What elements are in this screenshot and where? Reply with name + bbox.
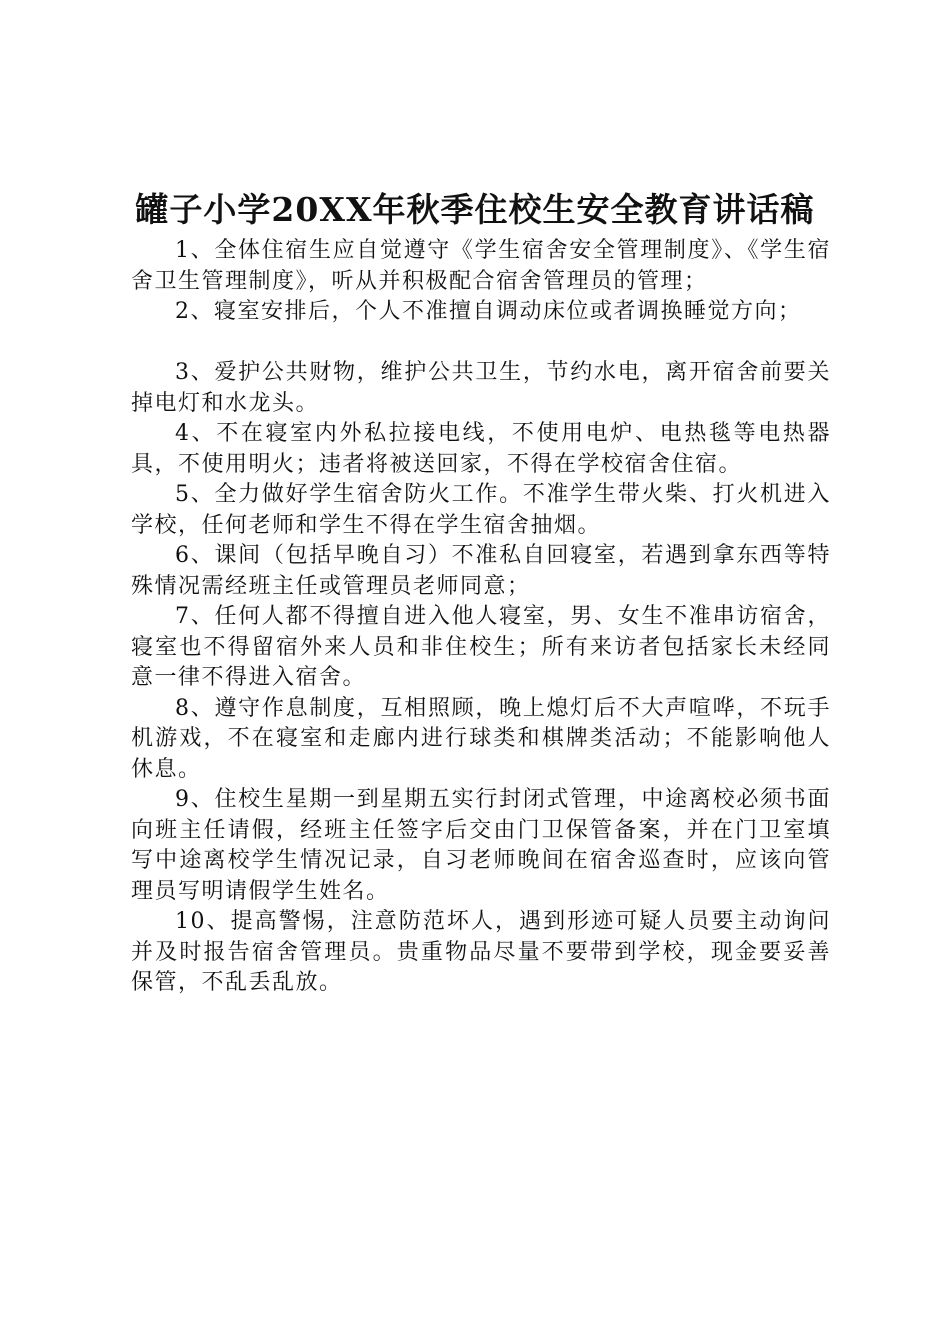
paragraph-10: 10、提高警惕，注意防范坏人，遇到形迹可疑人员要主动询问并及时报告宿舍管理员。贵重物品尽量不要带到学校，现金要妥善保管，不乱丢乱放。 [131,909,831,995]
paragraph-2: 2、寝室安排后，个人不准擅自调动床位或者调换睡觉方向； [175,299,802,324]
paragraph-8: 8、遵守作息制度，互相照顾，晚上熄灯后不大声喧哗，不玩手机游戏，不在寝室和走廊内进行球类和棋牌类活动；不能影响他人休息。 [131,695,831,782]
paragraph-9: 9、住校生星期一到星期五实行封闭式管理，中途离校必须书面向班主任请假，经班主任签字后交由门卫保管备案，并在门卫室填写中途离校学生情况记录，自习老师晚间在宿舍巡查时，应该向管理员写明请假学生姓名。 [131,787,831,904]
document-body [131,236,831,999]
paragraph-4: 4、不在寝室内外私拉接电线，不使用电炉、电热毯等电热器具，不使用明火；违者将被送回家，不得在学校宿舍住宿。 [131,421,831,477]
paragraph-1: 1、全体住宿生应自觉遵守《学生宿舍安全管理制度》、《学生宿舍卫生管理制度》，听从并积极配合宿舍管理员的管理； [131,238,831,294]
paragraph-7: 7、任何人都不得擅自进入他人寝室，男、女生不准串访宿舍，寝室也不得留宿外来人员和非住校生；所有来访者包括家长未经同意一律不得进入宿舍。 [131,604,831,690]
paragraph-6: 6、课间（包括早晚自习）不准私自回寝室，若遇到拿东西等特殊情况需经班主任或管理员老师同意； [131,543,831,599]
paragraph-5: 5、全力做好学生宿舍防火工作。不准学生带火柴、打火机进入学校，任何老师和学生不得在学生宿舍抽烟。 [131,482,831,538]
paragraph-3: 3、爱护公共财物，维护公共卫生，节约水电，离开宿舍前要关掉电灯和水龙头。 [131,360,831,416]
document-title: 罐子小学20XX年秋季住校生安全教育讲话稿 [135,190,815,229]
